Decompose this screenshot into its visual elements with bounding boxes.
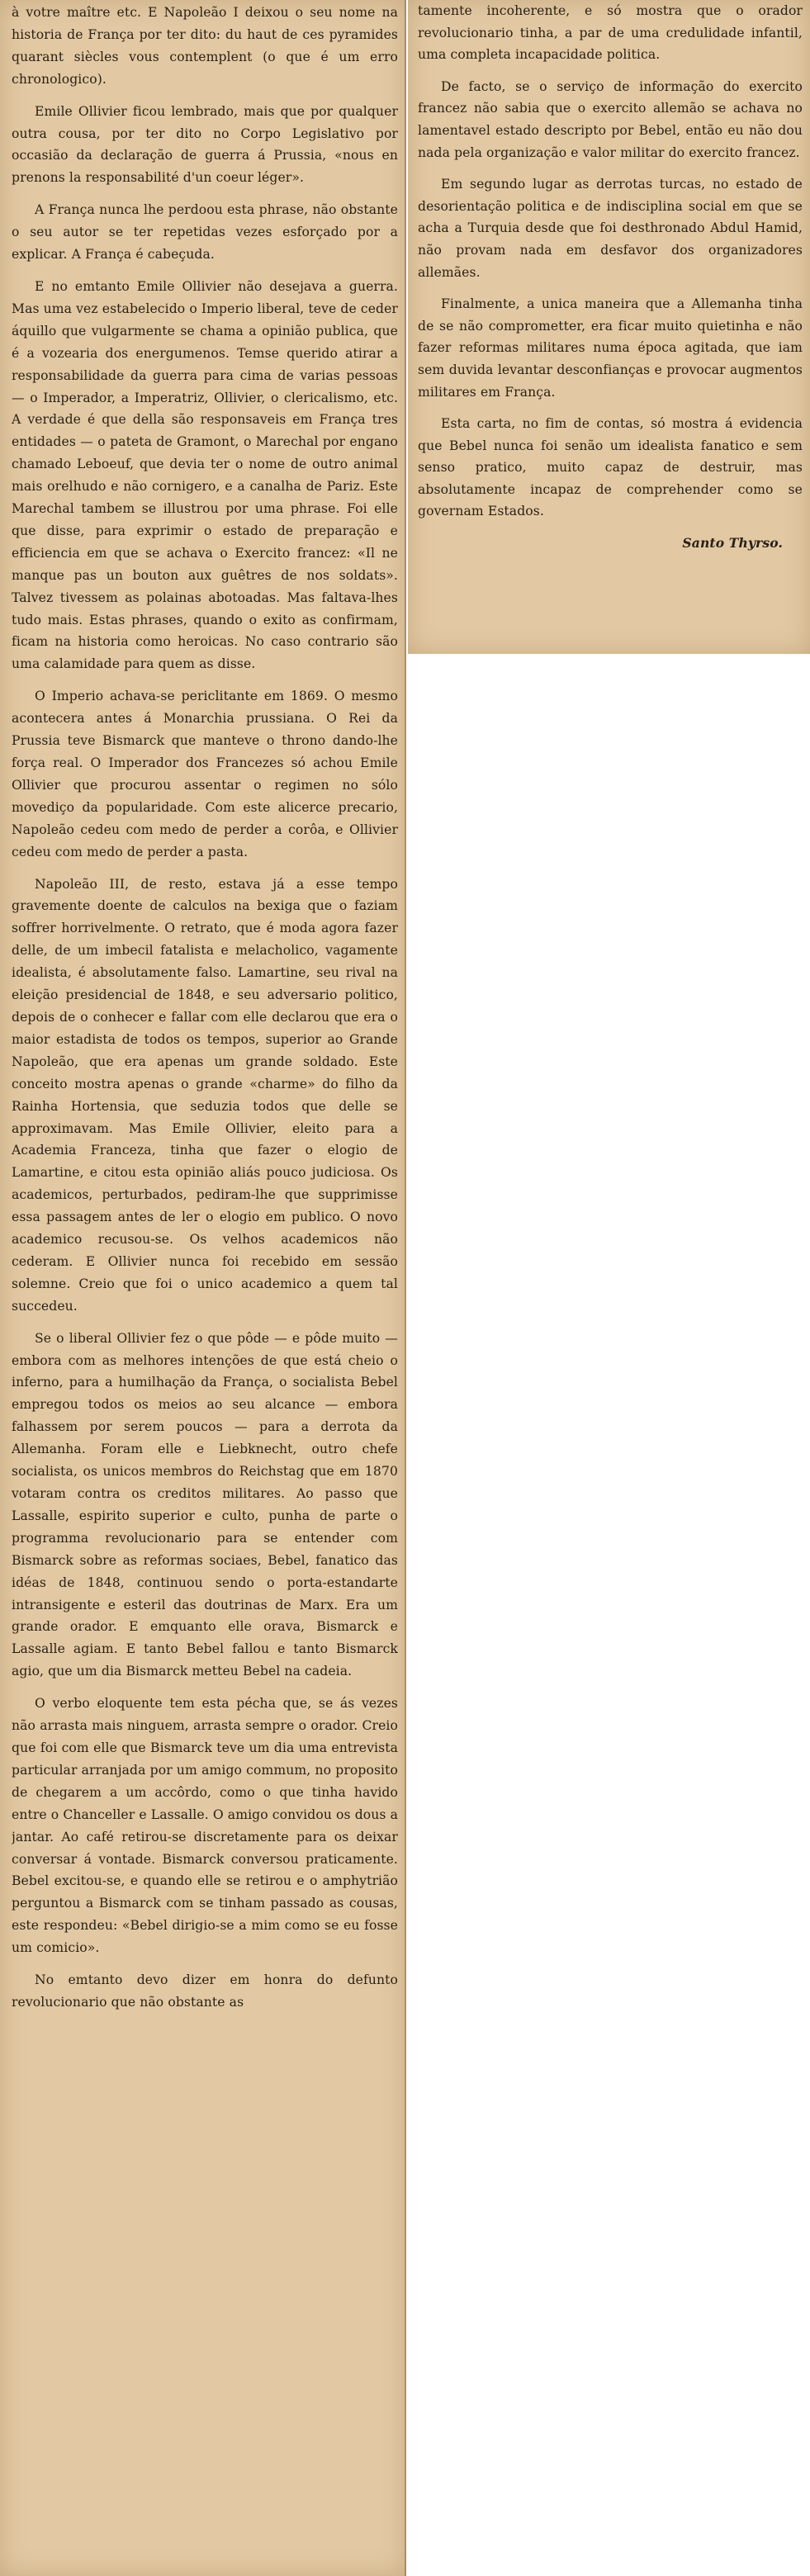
paragraph: Se o liberal Ollivier fez o que pôde — e pôde muito — embora com as melhores intenções de que está cheio o inferno, para a humilhação da França, o socialista Bebel empregou todos os meios ao seu alcance — embora falhassem por serem poucos — para a derrota da Allemanha. Foram elle e Liebknecht, outro chefe socialista, os unicos membros do Reichstag que em 1870 votaram contra os creditos militares. Ao passo que Lassalle, espirito superior e culto, punha de parte o programma revolucionario para se entender com Bismarck sobre as reformas sociaes, Bebel, fanatico das idéas de 1848, continuou sendo o porta-estandarte intransigente e esteril das doutrinas de Marx. Era um grande orador. E emquanto elle orava, Bismarck e Lassalle agiam. E tanto Bebel fallou e tanto Bismarck agio, que um dia Bismarck metteu Bebel na cadeia.	[12, 1330, 398, 1679]
article-column-left	[12, 2, 398, 2024]
article-column-right	[418, 0, 803, 555]
paragraph: Em segundo lugar as derrotas turcas, no estado de desorientação politica e de indisciplina social em que se acha a Turquia desde que foi desthronado Abdul Hamid, não provam nada em desfavor dos organizadores allemães.	[418, 177, 803, 280]
paragraph: De facto, se o serviço de informação do exercito francez não sabia que o exercito allemão se achava no lamentavel estado descripto por Bebel, então eu não dou nada pela organização e valor militar do exercito francez.	[418, 78, 803, 160]
paragraph: A França nunca lhe perdoou esta phrase, não obstante o seu autor se ter repetidas vezes esforçado por a explicar. A França é cabeçuda.	[12, 202, 398, 263]
paragraph: Emile Ollivier ficou lembrado, mais que por qualquer outra cousa, por ter dito no Corpo Legislativo por occasião da declaração de guerra á Prussia, «nous en prenons la responsabilité d'un coeur léger».	[12, 103, 398, 186]
column-divider	[405, 0, 406, 2576]
paragraph: Napoleão III, de resto, estava já a esse tempo gravemente doente de calculos na bexiga que o faziam soffrer horrivelmente. O retrato, que é moda agora fazer delle, de um imbecil fatalista e melacholico, vagamente idealista, é absolutamente falso. Lamartine, seu rival na eleição presidencial de 1848, e seu adversario politico, depois de o conhecer e fallar com elle declarou que era o maior estadista de todos os tempos, superior ao Grande Napoleão, que era apenas um grande soldado. Este conceito mostra apenas o grande «charme» do filho da Rainha Hortensia, que seduzia todos que delle se approximavam. Mas Emile Ollivier, eleito para a Academia Franceza, tinha que fazer o elogio de Lamartine, e citou esta opinião aliás pouco judiciosa. Os academicos, perturbados, pediram-lhe que supprimisse essa passagem antes de ler o elogio em publico. O novo academico recusou-se. Os velhos academicos não cederam. E Ollivier nunca foi recebido em sessão solemne. Creio que foi o unico academico a quem tal succedeu.	[12, 876, 398, 1314]
author-signature: Santo Thyrso.	[682, 535, 783, 552]
newspaper-clipping-right	[408, 0, 810, 654]
paragraph: O Imperio achava-se periclitante em 1869. O mesmo acontecera antes á Monarchia prussiana. O Rei da Prussia teve Bismarck que manteve o throno dando-lhe força real. O Imperador dos Francezes só achou Emile Ollivier que procurou assentar o regimen no sólo movediço da popularidade. Com este alicerce precario, Napoleão cedeu com medo de perder a corôa, e Ollivier cedeu com medo de perder a pasta.	[12, 689, 398, 859]
paragraph: tamente incoherente, e só mostra que o orador revolucionario tinha, a par de uma credulidade infantil, uma completa incapacidade politica.	[418, 3, 803, 63]
paragraph: O verbo eloquente tem esta pécha que, se ás vezes não arrasta mais ninguem, arrasta sempre o orador. Creio que foi com elle que Bismarck teve um dia uma entrevista particular arranjada por um amigo commum, no proposito de chegarem a um accôrdo, como o que tinha havido entre o Chanceller e Lassalle. O amigo convidou os dous a jantar. Ao café retirou-se discretamente para os deixar conversar á vontade. Bismarck conversou praticamente. Bebel excitou-se, e quando elle se retirou e o amphytrião perguntou a Bismarck com se tinham passado as cousas, este respondeu: «Bebel dirigio-se a mim como se eu fosse um comicio».	[12, 1696, 398, 1956]
paragraph: Esta carta, no fim de contas, só mostra á evidencia que Bebel nunca foi senão um idealista fanatico e sem senso pratico, muito capaz de destruir, mas absolutamente incapaz de comprehender como se governam Estados.	[418, 416, 803, 519]
paragraph: Finalmente, a unica maneira que a Allemanha tinha de se não comprometter, era ficar muito quietinha e não fazer reformas militares numa época agitada, que iam sem duvida levantar desconfianças e provocar augmentos militares em França.	[418, 296, 803, 400]
paragraph: No emtanto devo dizer em honra do defunto revolucionario que não obstante as	[12, 1972, 398, 2010]
paragraph: à votre maître etc. E Napoleão I deixou o seu nome na historia de França por ter dito: du haut de ces pyramides quarant siècles vous contemplent (o que é um erro chronologico).	[12, 5, 398, 87]
paragraph: E no emtanto Emile Ollivier não desejava a guerra. Mas uma vez estabelecido o Imperio liberal, teve de ceder áquillo que vulgarmente se chama a opinião publica, que é a vozearia dos energumenos. Temse querido atirar a responsabilidade da guerra para cima de varias pessoas — o Imperador, a Imperatriz, Ollivier, o clericalismo, etc. A verdade é que della são responsaveis em França tres entidades — o pateta de Gramont, o Marechal por engano chamado Leboeuf, que devia ter o nome de outro animal mais orelhudo e não cornigero, e a canalha de Pariz. Este Marechal tambem se illustrou por uma phrase. Foi elle que disse, para exprimir o estado de preparação e efficiencia em que se achava o Exercito francez: «Il ne manque pas un bouton aux guêtres de nos soldats». Talvez tivessem as polainas abotoadas. Mas faltava-lhes tudo mais. Estas phrases, quando o exito as confirmam, ficam na historia como heroicas. No caso contrario são uma calamidade para quem as disse.	[12, 278, 398, 672]
